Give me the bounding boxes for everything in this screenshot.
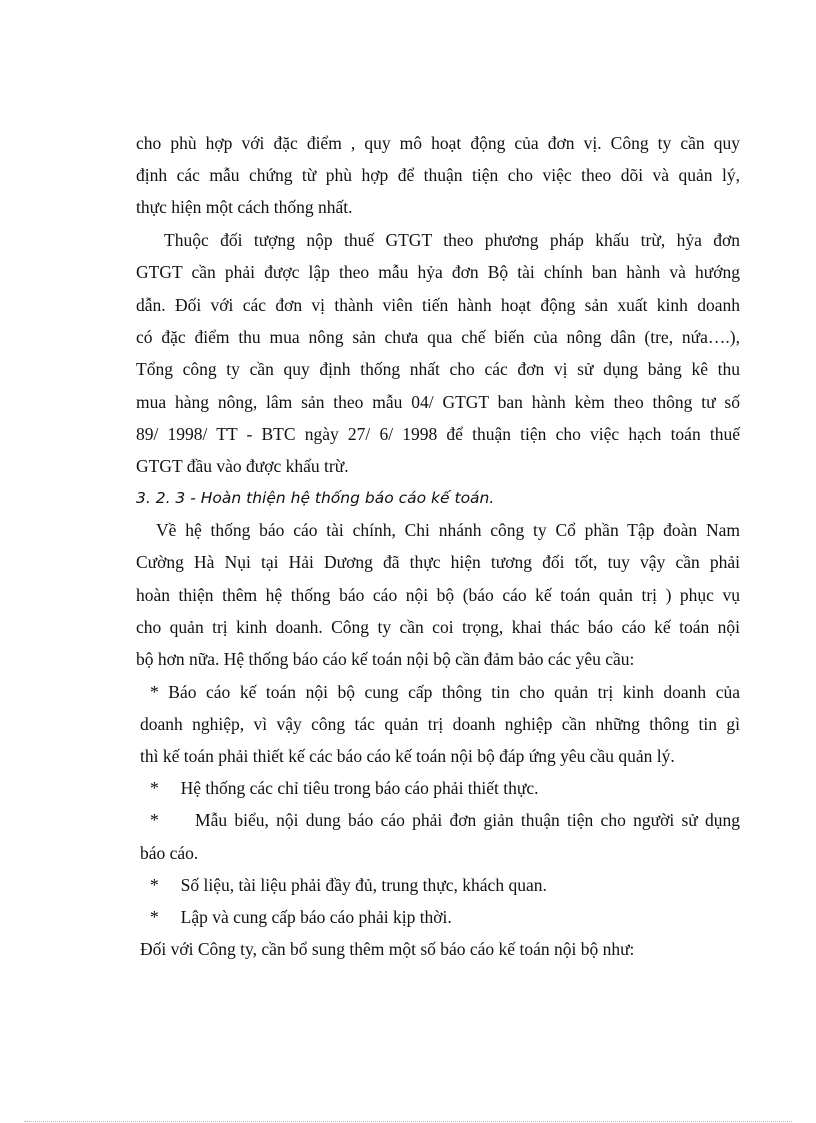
paragraph-line: mua hàng nông, lâm sản theo mẫu 04/ GTGT ban hành kèm theo thông tư số xyxy=(136,392,740,412)
paragraph-line: Tổng công ty cần quy định thống nhất cho các đơn vị sử dụng bảng kê thu xyxy=(136,359,740,379)
paragraph-line: doanh nghiệp, vì vậy công tác quản trị doanh nghiệp cần những thông tin gì xyxy=(140,714,740,734)
paragraph-line: định các mẫu chứng từ phù hợp để thuận tiện cho việc theo dõi và quản lý, xyxy=(136,165,740,185)
paragraph-line: dẫn. Đối với các đơn vị thành viên tiến hành hoạt động sản xuất kinh doanh xyxy=(136,295,740,315)
bullet-line: * Mẫu biểu, nội dung báo cáo phải đơn giản thuận tiện cho người sử dụng xyxy=(150,810,740,830)
paragraph-line: cho quản trị kinh doanh. Công ty cần coi trọng, khai thác báo cáo kế toán nội xyxy=(136,617,740,637)
paragraph-line: GTGT đầu vào được khấu trừ. xyxy=(136,456,349,476)
bullet-line: * Lập và cung cấp báo cáo phải kịp thời. xyxy=(150,907,452,927)
paragraph-line: có đặc điểm thu mua nông sản chưa qua chế biến của nông dân (tre, nứa….), xyxy=(136,327,740,347)
bullet-line: * Số liệu, tài liệu phải đầy đủ, trung thực, khách quan. xyxy=(150,875,547,895)
paragraph-line: báo cáo. xyxy=(140,843,199,863)
paragraph-line: cho phù hợp với đặc điểm , quy mô hoạt động của đơn vị. Công ty cần quy xyxy=(136,133,740,153)
paragraph-line: Thuộc đối tượng nộp thuế GTGT theo phương pháp khấu trừ, hỷa đơn xyxy=(164,230,740,250)
paragraph-line: bộ hơn nữa. Hệ thống báo cáo kế toán nội bộ cần đảm bảo các yêu cầu: xyxy=(136,649,635,669)
paragraph-line: GTGT cần phải được lập theo mẫu hỷa đơn Bộ tài chính ban hành và hướng xyxy=(136,262,740,282)
paragraph-line: hoàn thiện thêm hệ thống báo cáo nội bộ (báo cáo kế toán quản trị ) phục vụ xyxy=(136,585,740,605)
paragraph-line: Cường Hà Nụi tại Hải Dương đã thực hiện tương đối tốt, tuy vậy cần phải xyxy=(136,552,740,572)
paragraph-line: Đối với Công ty, cần bổ sung thêm một số báo cáo kế toán nội bộ như: xyxy=(140,939,635,959)
bullet-line: * Hệ thống các chỉ tiêu trong báo cáo phải thiết thực. xyxy=(150,778,539,798)
paragraph-line: 89/ 1998/ TT - BTC ngày 27/ 6/ 1998 để thuận tiện cho việc hạch toán thuế xyxy=(136,424,740,444)
paragraph-line: thì kế toán phải thiết kế các báo cáo kế toán nội bộ đáp ứng yêu cầu quản lý. xyxy=(140,746,675,766)
paragraph-line: Về hệ thống báo cáo tài chính, Chi nhánh công ty Cổ phần Tập đoàn Nam xyxy=(156,520,740,540)
bullet-line: * Báo cáo kế toán nội bộ cung cấp thông tin cho quản trị kinh doanh của xyxy=(150,682,740,702)
section-heading: 3. 2. 3 - Hoàn thiện hệ thống báo cáo kế toán. xyxy=(136,489,495,507)
paragraph-line: thực hiện một cách thống nhất. xyxy=(136,197,353,217)
page-bottom-rule xyxy=(24,1121,792,1122)
